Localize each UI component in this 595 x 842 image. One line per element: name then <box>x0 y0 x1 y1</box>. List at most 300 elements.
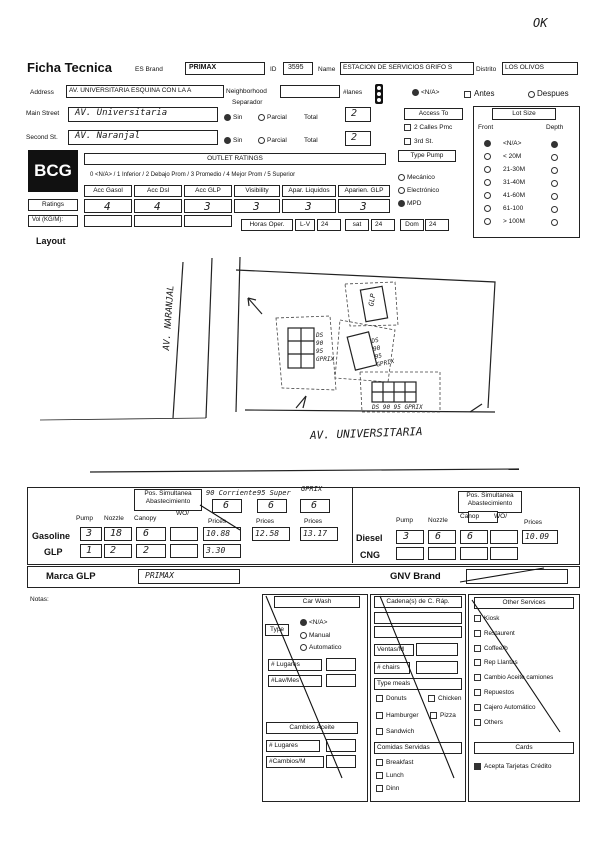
pizza-checkbox[interactable] <box>430 712 456 719</box>
diesel-pos-label: Pos. Simultanea Abastecimiento <box>466 492 514 507</box>
gas-wo-field[interactable] <box>170 527 198 541</box>
car-wash-auto-label: Automatico <box>309 644 342 652</box>
naranjal-street-label: AV. NARANJAL <box>162 285 177 351</box>
island-1-labels <box>316 332 334 364</box>
island-1-95: 95 <box>316 348 324 355</box>
id-field[interactable] <box>283 62 313 75</box>
cng-label: CNG <box>360 550 380 560</box>
diesel-canopy-value: 6 <box>467 531 474 542</box>
other-service-label: Repuestos <box>484 689 515 697</box>
diesel-canopy-field[interactable] <box>460 530 488 544</box>
island-2-ds: DS <box>370 336 380 346</box>
radio-icon <box>300 632 307 639</box>
car-wash-lav-box <box>268 675 322 687</box>
gas-price-90[interactable] <box>203 527 241 541</box>
chairs-box <box>374 662 410 674</box>
diesel-pump-header: Pump <box>396 517 413 524</box>
mecanico-option[interactable] <box>398 174 435 181</box>
ventas-label: Ventas/M <box>377 646 405 653</box>
gas-pump-field[interactable] <box>80 527 102 541</box>
radio-icon <box>398 174 405 181</box>
cng-pump-field[interactable] <box>396 547 424 560</box>
gas-pump-value: 3 <box>86 528 93 539</box>
rating-column-header <box>134 185 182 197</box>
dinner-label: Dinn <box>386 785 400 793</box>
neighborhood-label: Neighborhood <box>226 88 267 95</box>
es-brand-label: ES Brand <box>135 66 163 73</box>
neighborhood-field[interactable] <box>280 85 340 98</box>
lanes-antes-option[interactable] <box>464 89 494 98</box>
sat-value: 24 <box>375 221 383 228</box>
mpd-option[interactable] <box>398 200 421 207</box>
glp-label: GLP <box>44 547 63 557</box>
lv-value: 24 <box>321 221 329 228</box>
es-brand-value: PRIMAX <box>189 64 217 71</box>
radio-icon[interactable] <box>551 167 558 174</box>
chicken-label: Chicken <box>438 695 462 703</box>
gas-pos-gprix[interactable] <box>300 499 330 513</box>
gas-nozzle-field[interactable] <box>104 527 132 541</box>
other-service-label: Rep Llantas <box>484 659 518 667</box>
distrito-value: LOS OLIVOS <box>505 64 545 71</box>
hamburger-label: Hamburger <box>386 712 419 720</box>
gas-price-95-value: 12.58 <box>255 529 280 538</box>
second-street-sin[interactable] <box>224 137 242 144</box>
rating-column-label: Visibility <box>245 187 269 194</box>
car-wash-auto[interactable] <box>300 644 342 651</box>
rating-column-header <box>282 185 336 197</box>
parcial-label: Parcial <box>267 114 287 122</box>
other-service-checkbox[interactable] <box>474 719 503 726</box>
lv-label: L-V <box>299 221 311 228</box>
diesel-nozzle-value: 6 <box>435 531 442 542</box>
lunch-label: Lunch <box>386 772 404 780</box>
breakfast-label: Breakfast <box>386 759 414 767</box>
other-service-label: Cambio Aceite camiones <box>484 674 554 682</box>
diesel-price-value: 10.09 <box>525 532 550 541</box>
lunch-checkbox[interactable] <box>376 772 404 779</box>
third-street-label: 3rd St. <box>414 138 434 146</box>
traffic-light-icon <box>375 84 383 104</box>
diesel-label: Diesel <box>356 533 383 543</box>
island-1-90: 90 <box>316 340 324 347</box>
type-meals-box <box>374 678 462 690</box>
rating-column-label: Acc Dsl <box>146 187 170 194</box>
third-street-checkbox[interactable] <box>404 138 433 145</box>
lot-size-title-label: Lot Size <box>512 110 536 117</box>
access-to-label: Access To <box>418 110 449 117</box>
gas-price-gprix[interactable] <box>300 527 338 541</box>
car-wash-type-label <box>265 624 289 636</box>
rating-value-field[interactable] <box>134 199 182 213</box>
diesel-pump-field[interactable] <box>396 530 424 544</box>
rating-value-field[interactable] <box>184 199 232 213</box>
glp-pump-field[interactable] <box>80 544 102 558</box>
chicken-checkbox[interactable] <box>428 695 461 702</box>
car-wash-lav-label: #Lav/Mes <box>271 677 300 684</box>
ratings-label-box <box>28 199 78 211</box>
vol-label: Vol (KG/M): <box>32 217 64 223</box>
type-label: Type <box>269 626 285 633</box>
radio-icon[interactable] <box>551 141 558 148</box>
lot-size-option[interactable] <box>484 218 525 225</box>
cards-title <box>474 742 574 754</box>
bcg-logo-text: BCG <box>34 161 72 180</box>
car-wash-na-label: <N/A> <box>309 619 328 627</box>
radio-icon[interactable] <box>551 154 558 161</box>
glp-price-value: 3.30 <box>206 546 226 555</box>
id-label: ID <box>270 66 277 73</box>
pizza-label: Pizza <box>440 712 456 720</box>
universitaria-street-label: AV. UNIVERSITARIA <box>309 425 423 442</box>
check-mark-icon <box>464 91 471 98</box>
radio-icon[interactable] <box>551 206 558 213</box>
fuel-divider <box>352 487 353 563</box>
second-street-field[interactable] <box>68 130 218 145</box>
sin-label: Sin <box>233 137 243 145</box>
breakfast-checkbox[interactable] <box>376 759 413 766</box>
calles-checkbox[interactable] <box>404 124 452 131</box>
other-service-checkbox[interactable] <box>474 689 514 696</box>
other-service-label: Coffee/b <box>484 644 508 652</box>
donuts-checkbox[interactable] <box>376 695 407 702</box>
marca-glp-field[interactable] <box>138 569 240 584</box>
rating-column-header <box>184 185 232 197</box>
gas-pos-95-value: 6 <box>268 500 275 511</box>
gas-pos-90[interactable] <box>212 499 242 513</box>
gas-pos-95[interactable] <box>257 499 287 513</box>
address-value: AV. UNIVERSITARIA ESQUINA CON LA A <box>69 87 192 94</box>
donuts-label: Donuts <box>386 695 407 703</box>
gas-price-95[interactable] <box>252 527 290 541</box>
second-street-label: Second St. <box>26 134 58 141</box>
acepta-tarjetas-label: Acepta Tarjetas Crédito <box>484 763 552 771</box>
gas-canopy-field[interactable] <box>136 527 166 541</box>
parcial-label: Parcial <box>267 137 287 145</box>
checkbox-icon <box>428 695 435 702</box>
restaurant-field-2[interactable] <box>374 626 462 638</box>
electronico-option[interactable] <box>398 187 439 194</box>
grade-95: 95 Super <box>257 489 291 497</box>
lanes-na-option[interactable] <box>412 89 439 96</box>
other-service-checkbox[interactable] <box>474 674 553 681</box>
rating-value: 3 <box>360 200 367 213</box>
marca-glp-label: Marca GLP <box>46 571 96 582</box>
lot-size-option[interactable] <box>484 153 521 160</box>
gas-canopy-header: Canopy <box>134 515 157 522</box>
page-title: Ficha Tecnica <box>27 60 113 75</box>
gasoline-label: Gasoline <box>32 531 71 541</box>
main-street-lanes[interactable] <box>345 107 371 122</box>
comidas-label: Comidas Servidas <box>377 744 430 751</box>
main-street-total[interactable] <box>304 114 318 121</box>
checkbox-icon <box>474 674 481 681</box>
rating-value: 3 <box>253 200 260 213</box>
other-service-checkbox[interactable] <box>474 645 508 652</box>
radio-icon <box>398 200 405 207</box>
second-street-lanes-value: 2 <box>351 132 358 143</box>
other-service-label: Kiosk <box>484 615 500 623</box>
cng-wo-field[interactable] <box>490 547 518 560</box>
lot-depth-label: Depth <box>546 124 564 131</box>
calles-label: 2 Calles Pmc <box>414 124 453 132</box>
radio-icon <box>484 166 491 173</box>
other-services-label: Other Services <box>502 599 546 606</box>
glp-canopy-field[interactable] <box>136 544 166 558</box>
gas-price-gprix-value: 13.17 <box>303 529 328 538</box>
gas-prices-header-3: Prices <box>304 518 323 525</box>
checkbox-icon <box>376 759 383 766</box>
lot-size-option-label: > 100M <box>503 218 525 226</box>
second-street-total[interactable] <box>304 137 318 144</box>
cambios-aceite-label: Cambios Aceite <box>289 724 335 731</box>
glp-tank-label: GLP <box>367 293 378 307</box>
check-mark-icon <box>474 763 481 770</box>
lot-size-title <box>492 108 556 120</box>
rating-value: 4 <box>154 200 161 213</box>
other-service-checkbox[interactable] <box>474 615 499 622</box>
name-label: Name <box>318 66 336 73</box>
lanes-label: #lanes <box>343 89 363 96</box>
glp-nozzle-value: 2 <box>110 545 117 556</box>
gas-nozzle-header: Nozzle <box>104 515 124 522</box>
bcg-logo <box>28 150 78 192</box>
diesel-nozzle-header: Nozzle <box>428 517 448 524</box>
rating-value-field[interactable] <box>234 199 280 213</box>
acepta-tarjetas-checkbox[interactable] <box>474 763 551 770</box>
island-3-labels: DS 90 95 GPRIX <box>372 404 423 411</box>
cambios-aceite-title <box>266 722 358 734</box>
diesel-nozzle-field[interactable] <box>428 530 456 544</box>
other-service-label: Restaurent <box>484 630 515 638</box>
island-1-gprix: GPRIX <box>316 356 335 363</box>
glp-price-field[interactable] <box>203 544 241 558</box>
mpd-label: MPD <box>407 200 422 208</box>
gnv-brand-label: GNV Brand <box>390 571 441 582</box>
radio-icon <box>484 192 491 199</box>
main-street-value: AV. Universitaria <box>75 108 168 118</box>
rating-value-field[interactable] <box>84 199 132 213</box>
vol-field[interactable] <box>134 215 182 227</box>
lot-size-option[interactable] <box>484 140 521 147</box>
car-wash-na[interactable] <box>300 619 327 626</box>
radio-icon[interactable] <box>551 180 558 187</box>
other-service-label: Others <box>484 718 503 726</box>
rating-column-label: Acc GLP <box>195 187 221 194</box>
radio-icon[interactable] <box>551 219 558 226</box>
rating-value: 3 <box>204 200 211 213</box>
outlet-ratings-title <box>84 153 386 165</box>
lot-size-option-label: <N/A> <box>503 140 522 148</box>
other-service-checkbox[interactable] <box>474 630 515 637</box>
diesel-price-field[interactable] <box>522 530 558 544</box>
lot-size-option-label: 21-30M <box>503 166 526 174</box>
ventas-field[interactable] <box>416 643 458 656</box>
horas-label: Horas Oper. <box>249 221 285 228</box>
vol-field[interactable] <box>84 215 132 227</box>
sat-label: sat <box>352 221 362 228</box>
car-wash-lav-field[interactable] <box>326 674 356 687</box>
chairs-field[interactable] <box>416 661 458 674</box>
diesel-wo-field[interactable] <box>490 530 518 544</box>
name-field[interactable] <box>340 62 474 75</box>
cng-canopy-field[interactable] <box>460 547 488 560</box>
dom-field[interactable] <box>425 219 449 231</box>
checkbox-icon <box>376 695 383 702</box>
radio-icon <box>398 187 405 194</box>
cambios-lugares-box <box>266 740 320 752</box>
car-wash-title-label: Car Wash <box>302 598 332 605</box>
radio-icon <box>258 114 265 121</box>
dom-box <box>400 219 424 231</box>
cng-nozzle-field[interactable] <box>428 547 456 560</box>
es-brand-field[interactable] <box>185 62 265 75</box>
total-label: Total <box>304 137 318 144</box>
layout-label: Layout <box>36 236 66 246</box>
checkbox-icon <box>474 615 481 622</box>
lot-size-option[interactable] <box>484 192 525 199</box>
main-street-sin[interactable] <box>224 114 242 121</box>
checkbox-icon <box>474 704 481 711</box>
grade-90: 90 Corriente <box>206 489 257 497</box>
type-meals-label: Type meals <box>377 680 411 687</box>
separador-label: Separador <box>232 99 263 106</box>
dom-label: Dom <box>405 221 419 228</box>
lv-field[interactable] <box>317 219 341 231</box>
checkbox-icon <box>404 124 411 131</box>
sandwich-label: Sandwich <box>386 728 415 736</box>
lot-size-option[interactable] <box>484 179 525 186</box>
restaurant-field-1[interactable] <box>374 612 462 624</box>
name-value: ESTACION DE SERVICIOS GRIFO S <box>343 64 453 71</box>
comidas-box <box>374 742 462 754</box>
checkbox-icon <box>474 719 481 726</box>
diesel-pump-value: 3 <box>403 531 410 542</box>
rating-column-label: Aparien. GLP <box>344 187 384 194</box>
radio-icon <box>484 140 491 147</box>
cambios-mes-field[interactable] <box>326 755 356 768</box>
gas-pos-90-value: 6 <box>223 500 230 511</box>
lv-box <box>295 219 315 231</box>
sat-box <box>345 219 369 231</box>
radio-icon[interactable] <box>551 193 558 200</box>
car-wash-manual-label: Manual <box>309 632 331 640</box>
horas-oper-box <box>241 219 293 231</box>
vol-field[interactable] <box>184 215 232 227</box>
id-value: 3595 <box>288 64 304 71</box>
rating-column-header <box>338 185 390 197</box>
other-service-checkbox[interactable] <box>474 704 535 711</box>
grade-gprix: GPRIX <box>301 485 323 493</box>
gas-pump-header: Pump <box>76 515 93 522</box>
dinner-checkbox[interactable] <box>376 785 399 792</box>
checkbox-icon <box>430 712 437 719</box>
island-2-gprix: GPRIX <box>375 357 395 369</box>
cambios-lugares-field[interactable] <box>326 739 356 752</box>
main-street-parcial[interactable] <box>258 114 287 121</box>
radio-icon <box>224 114 231 121</box>
address-field[interactable] <box>66 85 224 98</box>
car-wash-lugares-box <box>268 659 322 671</box>
gas-wo-header: WO/ <box>176 510 189 517</box>
other-services-section <box>468 594 580 802</box>
radio-icon <box>484 153 491 160</box>
checkbox-icon <box>376 712 383 719</box>
hamburger-checkbox[interactable] <box>376 712 419 719</box>
restaurant-title <box>374 596 462 608</box>
outlet-scale: 0 <N/A> / 1 Inferior / 2 Debajo Prom / 3 Promedio / 4 Mejor Prom / 5 Superior <box>90 172 296 178</box>
ratings-label: Ratings <box>41 201 65 208</box>
lot-size-option[interactable] <box>484 166 525 173</box>
lot-size-option-label: 31-40M <box>503 179 526 187</box>
lot-size-option-label: 61-100 <box>503 205 524 213</box>
radio-icon <box>484 179 491 186</box>
total-label: Total <box>304 114 318 121</box>
glp-nozzle-field[interactable] <box>104 544 132 558</box>
radio-icon <box>412 89 419 96</box>
island-1-ds: DS <box>316 332 324 339</box>
island-2-95: 95 <box>374 352 383 361</box>
rating-value: 4 <box>104 200 111 213</box>
lot-size-option-label: < 20M <box>503 153 522 161</box>
vol-label-box <box>28 215 78 227</box>
radio-icon <box>484 205 491 212</box>
rating-value-field[interactable] <box>282 199 336 213</box>
distrito-field[interactable] <box>502 62 578 75</box>
island-2-labels <box>371 334 395 369</box>
sat-field[interactable] <box>371 219 395 231</box>
cards-title-label: Cards <box>515 744 533 751</box>
glp-wo-field[interactable] <box>170 544 198 558</box>
dom-value: 24 <box>429 221 437 228</box>
main-street-lanes-value: 2 <box>351 108 358 119</box>
radio-icon <box>224 137 231 144</box>
checkbox-icon <box>404 138 411 145</box>
despues-label: Despues <box>537 89 569 98</box>
car-wash-manual[interactable] <box>300 632 330 639</box>
sandwich-checkbox[interactable] <box>376 728 414 735</box>
radio-icon <box>300 644 307 651</box>
chairs-label: # chairs <box>377 664 400 671</box>
corner-mark: OK <box>533 16 548 30</box>
rating-value-field[interactable] <box>338 199 390 213</box>
rating-column-header <box>234 185 280 197</box>
other-service-checkbox[interactable] <box>474 659 518 666</box>
lanes-despues-option[interactable] <box>528 89 569 98</box>
lot-size-option-label: 41-60M <box>503 192 526 200</box>
car-wash-lugares-field[interactable] <box>326 658 356 671</box>
gnv-brand-field[interactable] <box>466 569 568 584</box>
second-street-lanes[interactable] <box>345 131 371 146</box>
lot-size-option[interactable] <box>484 205 523 212</box>
access-to-button[interactable] <box>404 108 463 120</box>
ventas-box <box>374 644 414 656</box>
gas-nozzle-value: 18 <box>110 528 123 539</box>
electronico-label: Electrónico <box>407 187 440 195</box>
type-pump-button[interactable] <box>398 150 456 162</box>
main-street-field[interactable] <box>68 107 218 122</box>
mecanico-label: Mecánico <box>407 174 435 182</box>
second-street-parcial[interactable] <box>258 137 287 144</box>
lot-front-label: Front <box>478 124 494 131</box>
antes-label: Antes <box>474 89 495 98</box>
gas-pos-label-box <box>134 489 202 511</box>
radio-icon <box>300 619 307 626</box>
type-pump-label: Type Pump <box>410 152 444 159</box>
car-wash-title <box>274 596 360 608</box>
checkbox-icon <box>376 772 383 779</box>
other-service-label: Cajero Automático <box>484 704 536 712</box>
